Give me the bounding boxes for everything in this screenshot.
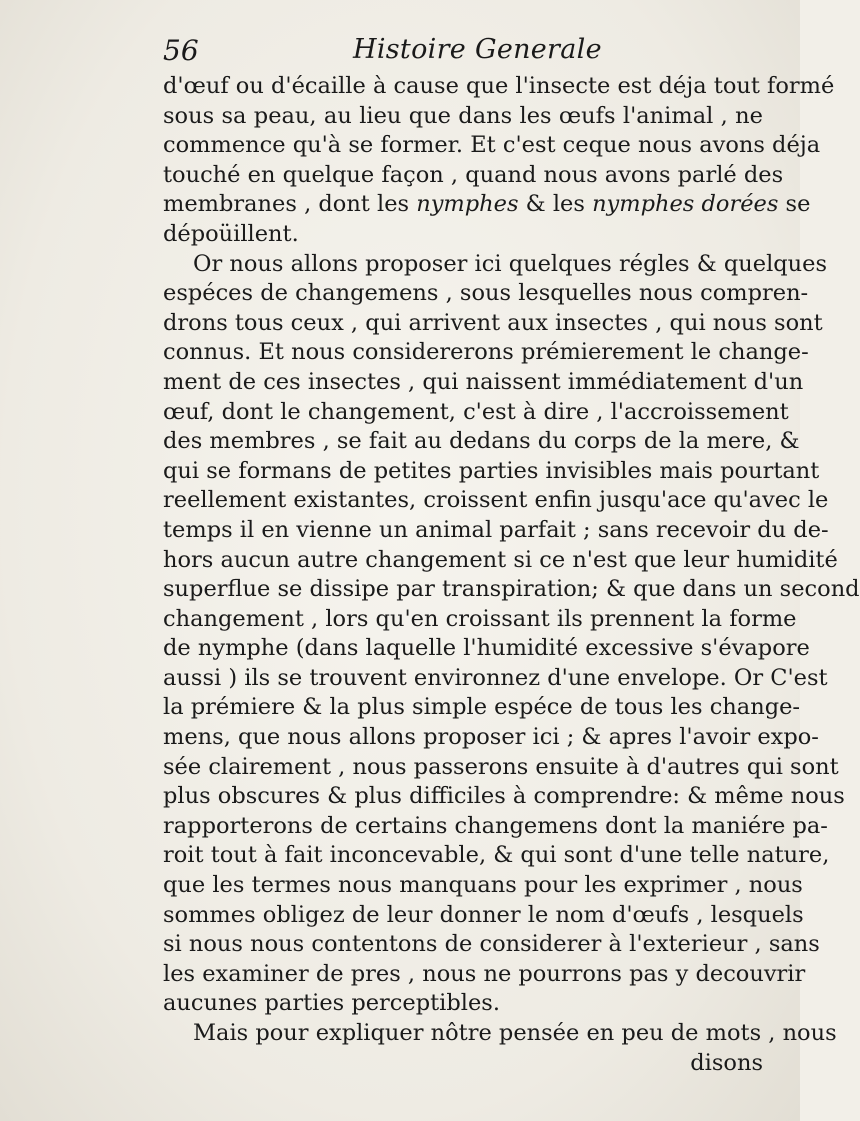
text-line: changement , lors qu'en croissant ils prennent la forme	[163, 605, 797, 632]
text-line: mens, que nous allons proposer ici ; & apres l'avoir expo-	[163, 724, 819, 751]
text-line: hors aucun autre changement si ce n'est que leur humidité	[163, 546, 838, 573]
text-line: Or nous allons proposer ici quelques régles & quelques	[193, 250, 828, 277]
text-line: roit tout à fait inconcevable, & qui sont d'une telle nature,	[163, 842, 830, 869]
text-segment: se	[778, 191, 811, 218]
text-line: ment de ces insectes , qui naissent immédiatement d'un	[163, 368, 804, 395]
text-line: si nous nous contentons de considerer à l'exterieur , sans	[163, 931, 820, 958]
text-line: reellement existantes, croissent enfin jusqu'ace qu'avec le	[163, 487, 829, 514]
italic-term: nymphes dorées	[592, 191, 779, 218]
text-segment: membranes , dont les	[163, 191, 417, 218]
text-line: plus obscures & plus difficiles à comprendre: & même nous	[163, 783, 845, 810]
text-line: des membres , se fait au dedans du corps de la mere, &	[163, 428, 800, 455]
running-head: Histoire Generale	[353, 34, 602, 65]
page-number: 56	[163, 34, 199, 67]
text-line: qui se formans de petites parties invisibles mais pourtant	[163, 457, 820, 484]
text-line: espéces de changemens , sous lesquelles nous compren-	[163, 280, 809, 307]
text-line: sous sa peau, au lieu que dans les œufs l'animal , ne	[163, 102, 763, 129]
text-line: commence qu'à se former. Et c'est ceque nous avons déja	[163, 132, 821, 159]
text-line: Mais pour expliquer nôtre pensée en peu de mots , nous	[193, 1020, 837, 1046]
text-line	[163, 190, 811, 220]
text-line: connus. Et nous considererons prémierement le change-	[163, 339, 809, 366]
text-line: touché en quelque façon , quand nous avons parlé des	[163, 161, 784, 188]
text-line: d'œuf ou d'écaille à cause que l'insecte est déja tout formé	[163, 73, 835, 99]
text-line: aussi ) ils se trouvent environnez d'une envelope. Or C'est	[163, 664, 828, 691]
text-line: drons tous ceux , qui arrivent aux insectes , qui nous sont	[163, 309, 823, 336]
text-line: superflue se dissipe par transpiration; & que dans un second	[163, 576, 860, 603]
text-line: disons	[690, 1049, 763, 1076]
text-line: sée clairement , nous passerons ensuite à d'autres qui sont	[163, 753, 839, 780]
text-line: œuf, dont le changement, c'est à dire , l'accroissement	[163, 398, 789, 425]
body-text	[163, 72, 860, 1078]
text-line: temps il en vienne un animal parfait ; sans recevoir du de-	[163, 516, 829, 543]
text-line: les examiner de pres , nous ne pourrons pas y decouvrir	[163, 960, 806, 987]
page-header	[163, 32, 763, 72]
text-line: rapporterons de certains changemens dont la maniére pa-	[163, 812, 828, 839]
text-line: la prémiere & la plus simple espéce de tous les change-	[163, 694, 801, 721]
italic-term: nymphes	[416, 191, 519, 218]
text-line: que les termes nous manquans pour les exprimer , nous	[163, 872, 803, 899]
text-line: sommes obligez de leur donner le nom d'œufs , lesquels	[163, 901, 804, 928]
text-line: dépoüillent.	[163, 220, 299, 247]
text-line: de nymphe (dans laquelle l'humidité excessive s'évapore	[163, 635, 810, 662]
text-line: aucunes parties perceptibles.	[163, 990, 500, 1017]
text-segment: & les	[518, 191, 593, 218]
